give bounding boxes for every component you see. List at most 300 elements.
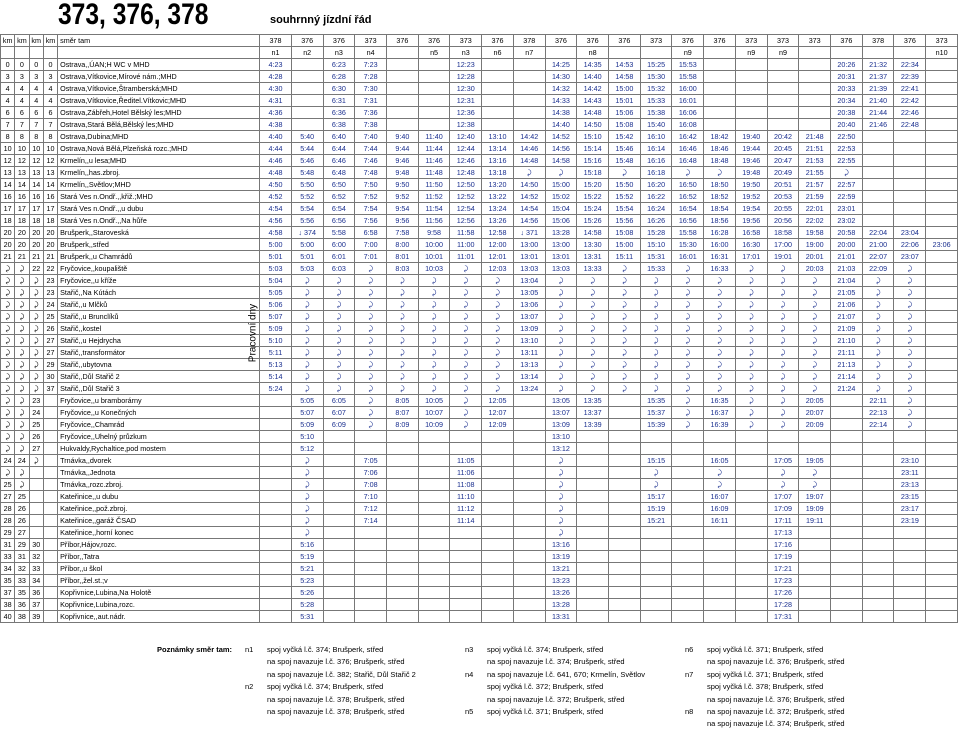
time-cell: ⤸ bbox=[418, 299, 450, 311]
km-cell: 34 bbox=[29, 575, 43, 587]
time-cell: 5:00 bbox=[260, 239, 292, 251]
km-cell bbox=[43, 491, 57, 503]
table-row bbox=[1, 107, 958, 119]
time-cell: 20:07 bbox=[799, 407, 831, 419]
time-cell: ⤸ bbox=[450, 407, 482, 419]
km-cell: ⤸ bbox=[29, 323, 43, 335]
line-number: 378 bbox=[513, 35, 545, 47]
line-note bbox=[640, 47, 672, 59]
time-cell: ⤸ bbox=[291, 371, 323, 383]
km-cell bbox=[43, 419, 57, 431]
time-cell bbox=[926, 59, 958, 71]
time-cell bbox=[926, 119, 958, 131]
km-cell: 20 bbox=[15, 239, 29, 251]
stop-name: Stařič,,Důl Stařič 3 bbox=[58, 383, 260, 395]
time-cell bbox=[482, 515, 514, 527]
time-cell: 15:19 bbox=[640, 503, 672, 515]
time-cell bbox=[260, 491, 292, 503]
time-cell bbox=[323, 575, 355, 587]
time-cell: 15:16 bbox=[577, 155, 609, 167]
km-cell: 0 bbox=[43, 59, 57, 71]
time-cell: ⤸ bbox=[862, 311, 894, 323]
km-cell: 23 bbox=[43, 275, 57, 287]
table-row bbox=[1, 59, 958, 71]
time-cell: 7:31 bbox=[355, 95, 387, 107]
time-cell bbox=[577, 611, 609, 623]
time-cell: 16:11 bbox=[704, 515, 736, 527]
time-cell: ⤸ bbox=[704, 347, 736, 359]
time-cell: 15:11 bbox=[609, 251, 641, 263]
time-cell bbox=[482, 95, 514, 107]
time-cell: 5:10 bbox=[291, 431, 323, 443]
time-cell: 6:56 bbox=[323, 215, 355, 227]
stop-name: Příbor,,Tatra bbox=[58, 551, 260, 563]
line-note: n6 bbox=[482, 47, 514, 59]
km-cell: 3 bbox=[43, 71, 57, 83]
time-cell: 16:07 bbox=[704, 491, 736, 503]
note-line: spoj vyčká l.č. 371; Brušperk, střed bbox=[707, 645, 824, 654]
time-cell bbox=[355, 551, 387, 563]
time-cell bbox=[260, 599, 292, 611]
km-cell bbox=[43, 395, 57, 407]
time-cell: 16:09 bbox=[704, 503, 736, 515]
note-code: n8 bbox=[685, 707, 694, 716]
line-note: n3 bbox=[323, 47, 355, 59]
time-cell bbox=[831, 563, 863, 575]
time-cell: 12:01 bbox=[482, 251, 514, 263]
time-cell: 12:50 bbox=[450, 179, 482, 191]
time-cell bbox=[862, 203, 894, 215]
time-cell: ⤸ bbox=[767, 323, 799, 335]
time-cell: 8:07 bbox=[386, 407, 418, 419]
km-cell: 20 bbox=[29, 227, 43, 239]
stop-name: Příbor,,u škol bbox=[58, 563, 260, 575]
time-cell bbox=[831, 395, 863, 407]
time-cell: 22:39 bbox=[894, 71, 926, 83]
time-cell: ⤸ bbox=[386, 359, 418, 371]
km-cell: 27 bbox=[43, 335, 57, 347]
time-cell: 13:28 bbox=[545, 599, 577, 611]
km-cell: 6 bbox=[29, 107, 43, 119]
time-cell bbox=[577, 539, 609, 551]
time-cell: 7:40 bbox=[355, 131, 387, 143]
time-cell bbox=[482, 59, 514, 71]
km-cell bbox=[43, 563, 57, 575]
time-cell: 20:42 bbox=[767, 131, 799, 143]
time-cell bbox=[894, 203, 926, 215]
time-cell: ⤸ bbox=[545, 371, 577, 383]
km-cell: 27 bbox=[43, 347, 57, 359]
time-cell: 6:48 bbox=[323, 167, 355, 179]
time-cell bbox=[418, 479, 450, 491]
time-cell bbox=[862, 611, 894, 623]
km-cell: ⤸ bbox=[1, 347, 15, 359]
km-cell: 23 bbox=[29, 395, 43, 407]
time-cell: 23:07 bbox=[894, 251, 926, 263]
time-cell: ⤸ bbox=[355, 263, 387, 275]
time-cell: ⤸ bbox=[672, 275, 704, 287]
table-row bbox=[1, 419, 958, 431]
time-cell bbox=[450, 587, 482, 599]
table-row bbox=[1, 539, 958, 551]
time-cell bbox=[482, 431, 514, 443]
time-cell bbox=[862, 503, 894, 515]
time-cell bbox=[577, 503, 609, 515]
time-cell bbox=[704, 71, 736, 83]
time-cell: 23:02 bbox=[831, 215, 863, 227]
time-cell: ⤸ bbox=[355, 359, 387, 371]
time-cell bbox=[577, 443, 609, 455]
km-header: km bbox=[1, 35, 15, 47]
time-cell: 17:26 bbox=[767, 587, 799, 599]
time-cell: 18:46 bbox=[704, 143, 736, 155]
time-cell: 16:54 bbox=[672, 203, 704, 215]
time-cell: 22:41 bbox=[894, 83, 926, 95]
time-cell: 16:30 bbox=[735, 239, 767, 251]
time-cell bbox=[323, 611, 355, 623]
time-cell: 13:23 bbox=[545, 575, 577, 587]
km-cell: ⤸ bbox=[15, 479, 29, 491]
time-cell: 11:10 bbox=[450, 491, 482, 503]
stop-name: Příbor,Hájov,rozc. bbox=[58, 539, 260, 551]
time-cell bbox=[672, 455, 704, 467]
time-cell: 15:38 bbox=[640, 107, 672, 119]
time-cell: 13:30 bbox=[577, 239, 609, 251]
time-cell: 6:01 bbox=[323, 251, 355, 263]
time-cell: 12:05 bbox=[482, 395, 514, 407]
time-cell bbox=[735, 539, 767, 551]
km-cell: ⤸ bbox=[29, 335, 43, 347]
time-cell bbox=[482, 467, 514, 479]
km-cell: ⤸ bbox=[15, 311, 29, 323]
time-cell: 14:33 bbox=[545, 95, 577, 107]
table-row bbox=[1, 503, 958, 515]
time-cell: 13:31 bbox=[545, 611, 577, 623]
table-row bbox=[1, 383, 958, 395]
time-cell: 15:52 bbox=[609, 191, 641, 203]
table-row bbox=[1, 479, 958, 491]
km-cell: 24 bbox=[15, 455, 29, 467]
time-cell: 5:31 bbox=[291, 611, 323, 623]
time-cell: ⤸ bbox=[545, 287, 577, 299]
km-cell: 24 bbox=[29, 407, 43, 419]
stop-name: Stařič,,Důl Stařič 2 bbox=[58, 371, 260, 383]
stop-name: Kateřinice,,horní konec bbox=[58, 527, 260, 539]
time-cell bbox=[894, 611, 926, 623]
time-cell: 5:10 bbox=[260, 335, 292, 347]
time-cell: ⤸ bbox=[767, 275, 799, 287]
time-cell: 7:44 bbox=[355, 143, 387, 155]
time-cell bbox=[926, 287, 958, 299]
time-cell: 21:13 bbox=[831, 359, 863, 371]
time-cell bbox=[513, 587, 545, 599]
table-row bbox=[1, 119, 958, 131]
km-cell: 24 bbox=[43, 299, 57, 311]
time-cell: 13:05 bbox=[513, 287, 545, 299]
time-cell bbox=[735, 575, 767, 587]
time-cell bbox=[767, 431, 799, 443]
time-cell: ⤸ bbox=[672, 371, 704, 383]
time-cell: 18:52 bbox=[704, 191, 736, 203]
km-cell: 10 bbox=[43, 143, 57, 155]
time-cell: 16:42 bbox=[672, 131, 704, 143]
time-cell bbox=[894, 167, 926, 179]
time-cell: 6:50 bbox=[323, 179, 355, 191]
time-cell bbox=[926, 191, 958, 203]
time-cell: 14:52 bbox=[545, 131, 577, 143]
time-cell: 13:01 bbox=[513, 251, 545, 263]
time-cell: 12:31 bbox=[450, 95, 482, 107]
time-cell: ⤸ bbox=[323, 323, 355, 335]
time-cell: 19:46 bbox=[735, 155, 767, 167]
time-cell: 13:03 bbox=[513, 263, 545, 275]
time-cell: 21:09 bbox=[831, 323, 863, 335]
time-cell bbox=[609, 467, 641, 479]
time-cell: 21:00 bbox=[862, 239, 894, 251]
time-cell bbox=[577, 563, 609, 575]
note-code: n3 bbox=[465, 645, 474, 654]
time-cell bbox=[482, 551, 514, 563]
time-cell bbox=[926, 491, 958, 503]
km-cell: ⤸ bbox=[1, 407, 15, 419]
time-cell: ⤸ bbox=[894, 359, 926, 371]
km-cell: 8 bbox=[1, 131, 15, 143]
line-note: n1 bbox=[260, 47, 292, 59]
time-cell bbox=[640, 587, 672, 599]
time-cell: 11:12 bbox=[450, 503, 482, 515]
time-cell bbox=[672, 539, 704, 551]
time-cell bbox=[386, 587, 418, 599]
km-cell: 13 bbox=[15, 167, 29, 179]
km-cell: 4 bbox=[1, 83, 15, 95]
time-cell bbox=[609, 599, 641, 611]
time-cell: 22:06 bbox=[894, 239, 926, 251]
stop-name: Ostrava,Vítkovice,Ředitel.Vítkovic;MHD bbox=[58, 95, 260, 107]
time-cell: 18:58 bbox=[767, 227, 799, 239]
time-cell: ⤸ bbox=[894, 287, 926, 299]
time-cell bbox=[704, 443, 736, 455]
time-cell: 11:05 bbox=[450, 455, 482, 467]
time-cell: 12:38 bbox=[450, 119, 482, 131]
km-cell: 25 bbox=[1, 479, 15, 491]
time-cell bbox=[672, 515, 704, 527]
time-cell: 12:03 bbox=[482, 263, 514, 275]
time-cell: ⤸ bbox=[735, 311, 767, 323]
time-cell bbox=[609, 503, 641, 515]
time-cell bbox=[450, 575, 482, 587]
time-cell: 20:49 bbox=[767, 167, 799, 179]
line-number: 376 bbox=[609, 35, 641, 47]
time-cell: 6:28 bbox=[323, 71, 355, 83]
time-cell: 7:23 bbox=[355, 59, 387, 71]
time-cell: 15:14 bbox=[577, 143, 609, 155]
time-cell: ⤸ bbox=[291, 359, 323, 371]
time-cell: 5:54 bbox=[291, 203, 323, 215]
km-cell: 28 bbox=[1, 503, 15, 515]
stop-name: Ostrava,Zábřeh,Hotel Bělský les;MHD bbox=[58, 107, 260, 119]
time-cell: ⤸ bbox=[799, 383, 831, 395]
time-cell bbox=[704, 107, 736, 119]
time-cell: 6:00 bbox=[323, 239, 355, 251]
time-cell: 15:17 bbox=[640, 491, 672, 503]
table-row bbox=[1, 407, 958, 419]
time-cell: 12:28 bbox=[450, 71, 482, 83]
time-cell: 5:12 bbox=[291, 443, 323, 455]
km-cell: 16 bbox=[1, 191, 15, 203]
km-cell: 4 bbox=[29, 95, 43, 107]
time-cell: 11:44 bbox=[418, 143, 450, 155]
km-cell: 17 bbox=[43, 203, 57, 215]
time-cell: ⤸ bbox=[545, 527, 577, 539]
km-cell: 31 bbox=[15, 551, 29, 563]
time-cell bbox=[260, 443, 292, 455]
line-note: n2 bbox=[291, 47, 323, 59]
time-cell: 5:40 bbox=[291, 131, 323, 143]
time-cell bbox=[291, 95, 323, 107]
time-cell bbox=[609, 443, 641, 455]
time-cell: 22:02 bbox=[799, 215, 831, 227]
time-cell bbox=[672, 611, 704, 623]
time-cell: 17:13 bbox=[767, 527, 799, 539]
time-cell bbox=[862, 563, 894, 575]
time-cell: 11:08 bbox=[450, 479, 482, 491]
time-cell bbox=[355, 539, 387, 551]
time-cell: 22:46 bbox=[894, 107, 926, 119]
time-cell: 22:13 bbox=[862, 407, 894, 419]
time-cell: 4:48 bbox=[260, 167, 292, 179]
time-cell: 11:40 bbox=[418, 131, 450, 143]
time-cell bbox=[577, 491, 609, 503]
km-cell: 4 bbox=[29, 83, 43, 95]
line-number: 376 bbox=[672, 35, 704, 47]
time-cell: 8:00 bbox=[386, 239, 418, 251]
time-cell: 12:30 bbox=[450, 83, 482, 95]
time-cell: ⤸ bbox=[894, 371, 926, 383]
time-cell bbox=[386, 479, 418, 491]
time-cell: 22:04 bbox=[862, 227, 894, 239]
time-cell bbox=[577, 527, 609, 539]
time-cell bbox=[799, 431, 831, 443]
time-cell: 21:10 bbox=[831, 335, 863, 347]
time-cell: ⤸ bbox=[482, 299, 514, 311]
time-cell: 18:50 bbox=[704, 179, 736, 191]
time-cell bbox=[355, 431, 387, 443]
time-cell bbox=[609, 491, 641, 503]
time-cell bbox=[862, 131, 894, 143]
km-cell: ⤸ bbox=[29, 287, 43, 299]
time-cell: 6:46 bbox=[323, 155, 355, 167]
time-cell: ⤸ bbox=[735, 287, 767, 299]
time-cell bbox=[799, 599, 831, 611]
time-cell: ⤸ bbox=[640, 299, 672, 311]
line-number: 376 bbox=[482, 35, 514, 47]
time-cell: 16:00 bbox=[704, 239, 736, 251]
time-cell: 21:04 bbox=[831, 275, 863, 287]
note-line: spoj vyčká l.č. 374; Brušperk, střed bbox=[267, 645, 384, 654]
time-cell: 17:11 bbox=[767, 515, 799, 527]
time-cell: 4:54 bbox=[260, 203, 292, 215]
time-cell bbox=[672, 599, 704, 611]
time-cell bbox=[323, 431, 355, 443]
km-cell bbox=[43, 443, 57, 455]
time-cell bbox=[386, 95, 418, 107]
time-cell: 5:01 bbox=[291, 251, 323, 263]
km-cell: 16 bbox=[43, 191, 57, 203]
time-cell bbox=[704, 119, 736, 131]
time-cell: ⤸ bbox=[291, 491, 323, 503]
km-cell bbox=[29, 527, 43, 539]
time-cell: ⤸ bbox=[513, 167, 545, 179]
time-cell: 4:52 bbox=[260, 191, 292, 203]
time-cell: ⤸ bbox=[577, 311, 609, 323]
time-cell bbox=[640, 611, 672, 623]
time-cell bbox=[513, 479, 545, 491]
time-cell: 16:22 bbox=[640, 191, 672, 203]
time-cell: 9:48 bbox=[386, 167, 418, 179]
time-cell: 13:21 bbox=[545, 563, 577, 575]
time-cell bbox=[260, 479, 292, 491]
km-cell: ⤸ bbox=[1, 371, 15, 383]
time-cell: 15:46 bbox=[609, 143, 641, 155]
time-cell bbox=[355, 443, 387, 455]
time-cell bbox=[926, 323, 958, 335]
time-cell bbox=[418, 503, 450, 515]
time-cell bbox=[513, 407, 545, 419]
time-cell: 14:42 bbox=[577, 83, 609, 95]
time-cell: ⤸ bbox=[323, 287, 355, 299]
time-cell: 7:14 bbox=[355, 515, 387, 527]
time-cell: 6:07 bbox=[323, 407, 355, 419]
note-line: na spoj navazuje l.č. 378; Brušperk, střed bbox=[267, 707, 405, 716]
time-cell: ⤸ bbox=[545, 275, 577, 287]
time-cell bbox=[577, 479, 609, 491]
time-cell: ⤸ bbox=[355, 395, 387, 407]
time-cell bbox=[926, 155, 958, 167]
time-cell: ⤸ bbox=[609, 323, 641, 335]
time-cell bbox=[609, 479, 641, 491]
time-cell bbox=[672, 467, 704, 479]
time-cell: 7:00 bbox=[355, 239, 387, 251]
time-cell bbox=[291, 107, 323, 119]
km-cell: ⤸ bbox=[15, 431, 29, 443]
time-cell: ⤸ bbox=[831, 167, 863, 179]
time-cell: 23:10 bbox=[894, 455, 926, 467]
time-cell: 15:40 bbox=[640, 119, 672, 131]
time-cell: ⤸ bbox=[609, 167, 641, 179]
time-cell: ⤸ bbox=[291, 479, 323, 491]
time-cell bbox=[418, 539, 450, 551]
table-row bbox=[1, 311, 958, 323]
km-cell: 33 bbox=[29, 563, 43, 575]
time-cell: 19:40 bbox=[735, 131, 767, 143]
time-cell: 20:58 bbox=[831, 227, 863, 239]
time-cell: 16:28 bbox=[704, 227, 736, 239]
time-cell bbox=[799, 551, 831, 563]
time-cell: 18:42 bbox=[704, 131, 736, 143]
km-cell bbox=[29, 467, 43, 479]
time-cell: ⤸ bbox=[672, 419, 704, 431]
km-cell: 17 bbox=[15, 203, 29, 215]
time-cell: 19:05 bbox=[799, 455, 831, 467]
time-cell bbox=[672, 503, 704, 515]
time-cell bbox=[386, 83, 418, 95]
time-cell: ⤸ bbox=[704, 383, 736, 395]
time-cell: ⤸ bbox=[704, 467, 736, 479]
time-cell bbox=[672, 563, 704, 575]
time-cell bbox=[831, 419, 863, 431]
km-cell: 0 bbox=[29, 59, 43, 71]
time-cell: 15:01 bbox=[609, 95, 641, 107]
